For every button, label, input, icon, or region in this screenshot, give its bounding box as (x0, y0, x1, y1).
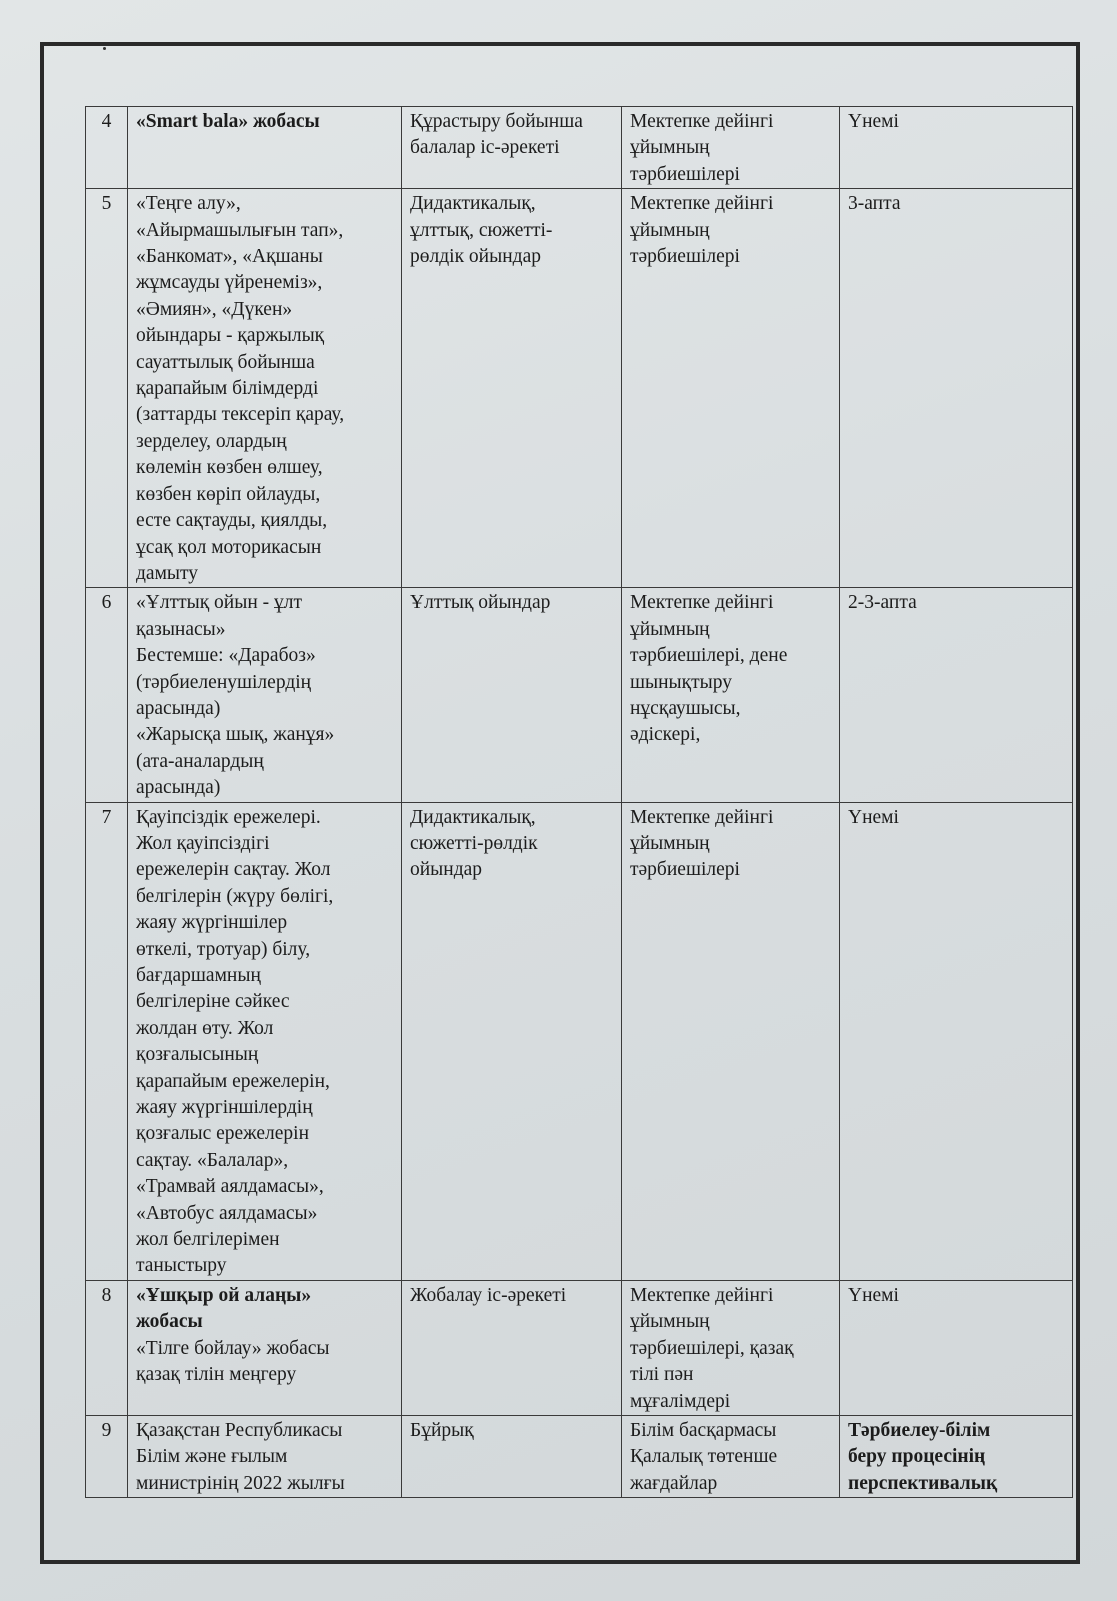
cell-responsible (622, 189, 840, 588)
cell-form (402, 1415, 622, 1497)
event-line: (заттарды тексеріп қарау, (136, 404, 345, 426)
event-line: министрінің 2022 жылғы (136, 1472, 345, 1494)
responsible-line: Мектепке дейінгі (630, 1284, 774, 1306)
responsible-line: Мектепке дейінгі (630, 806, 774, 828)
deadline-line: 2-3-апта (848, 592, 917, 614)
row-number: 4 (86, 107, 128, 189)
form-line: ұлттық, сюжетті- (410, 219, 553, 241)
form-line: ойындар (410, 859, 483, 881)
event-line: «Әмиян», «Дүкен» (136, 298, 293, 320)
event-line: дамыту (136, 562, 199, 584)
cell-event (128, 189, 402, 588)
table-row (86, 1415, 1073, 1497)
cell-responsible (622, 1280, 840, 1415)
responsible-line: Қалалық төтенше (630, 1446, 778, 1468)
cell-event (128, 1280, 402, 1415)
plan-table (85, 106, 1073, 1498)
event-line: қозғалысының (136, 1044, 259, 1066)
deadline-line: беру процесінің (848, 1446, 986, 1468)
event-line: «Банкомат», «Ақшаны (136, 246, 323, 268)
event-line: Қауіпсіздік ережелері. (136, 806, 321, 828)
form-line: рөлдік ойындар (410, 246, 541, 268)
event-line: белгілеріне сәйкес (136, 991, 290, 1013)
form-line: Бұйрық (410, 1419, 474, 1441)
deadline-line: 3-апта (848, 193, 901, 215)
cell-responsible (622, 107, 840, 189)
form-line: Құрастыру бойынша (410, 111, 583, 132)
event-line: жаяу жүргіншілер (136, 912, 288, 934)
table-row (86, 107, 1073, 189)
event-line: бағдаршамның (136, 965, 261, 986)
event-line: ұсақ қол моторикасын (136, 536, 322, 558)
event-line: жаяу жүргіншілердің (136, 1097, 313, 1119)
event-line: «Тілге бойлау» жобасы (136, 1337, 330, 1359)
event-line: таныстыру (136, 1255, 227, 1277)
responsible-line: ұйымның (630, 219, 710, 241)
responsible-line: нұсқаушысы, (630, 697, 741, 719)
event-line: белгілерін (жүру бөлігі, (136, 885, 334, 907)
event-line: сауаттылық бойынша (136, 351, 315, 373)
event-line: Жол қауіпсіздігі (136, 832, 270, 854)
responsible-line: тәрбиешілері, қазақ (630, 1337, 794, 1359)
event-line: жұмсауды үйренеміз», (136, 272, 323, 294)
event-line: «Ұшқыр ой алаңы» (136, 1284, 312, 1306)
cell-deadline (840, 107, 1073, 189)
event-line: «Ұлттық ойын - ұлт (136, 592, 303, 614)
cell-responsible (622, 588, 840, 802)
event-line: «Smart bala» жобасы (136, 111, 320, 132)
cell-event (128, 802, 402, 1280)
responsible-line: тәрбиешілері, дене (630, 645, 788, 667)
responsible-line: тілі пән (630, 1364, 694, 1386)
table-row (86, 1280, 1073, 1415)
cell-form (402, 1280, 622, 1415)
event-line: Бестемше: «Дарабоз» (136, 645, 316, 667)
event-line: қазынасы» (136, 618, 226, 640)
cell-deadline (840, 1415, 1073, 1497)
event-line: өткелі, тротуар) білу, (136, 938, 311, 960)
event-line: «Автобус аялдамасы» (136, 1202, 318, 1224)
responsible-line: ұйымның (630, 1311, 710, 1333)
row-number: 7 (86, 802, 128, 1280)
event-line: Қазақстан Республикасы (136, 1419, 343, 1441)
row-number: 9 (86, 1415, 128, 1497)
event-line: «Теңге алу», (136, 193, 241, 215)
row-number: 5 (86, 189, 128, 588)
deadline-line: Үнемі (848, 111, 899, 132)
responsible-line: мұғалімдері (630, 1390, 731, 1412)
cell-form (402, 802, 622, 1280)
row-number: 6 (86, 588, 128, 802)
table-row (86, 189, 1073, 588)
cell-deadline (840, 802, 1073, 1280)
cell-form (402, 588, 622, 802)
cell-responsible (622, 1415, 840, 1497)
cell-event (128, 1415, 402, 1497)
event-line: арасында) (136, 777, 221, 799)
event-line: көлемін көзбен өлшеу, (136, 457, 323, 479)
event-line: жол белгілерімен (136, 1229, 280, 1251)
responsible-line: Мектепке дейінгі (630, 592, 774, 614)
event-line: қарапайым ережелерін, (136, 1070, 330, 1092)
event-line: қарапайым білімдерді (136, 378, 319, 400)
deadline-line: перспективалық (848, 1472, 998, 1494)
event-line: ережелерін сақтау. Жол (136, 859, 331, 881)
cell-deadline (840, 1280, 1073, 1415)
event-line: жобасы (136, 1311, 203, 1333)
event-line: көзбен көріп ойлауды, (136, 483, 321, 505)
cell-event (128, 107, 402, 189)
table-row (86, 588, 1073, 802)
responsible-line: әдіскері, (630, 724, 701, 746)
form-line: Дидактикалық, (410, 193, 536, 215)
responsible-line: Мектепке дейінгі (630, 111, 774, 132)
cell-deadline (840, 588, 1073, 802)
responsible-line: тәрбиешілері (630, 163, 740, 185)
cell-form (402, 189, 622, 588)
cell-responsible (622, 802, 840, 1280)
form-line: Жобалау іс-әрекеті (410, 1284, 567, 1306)
event-line: жолдан өту. Жол (136, 1017, 274, 1039)
responsible-line: Мектепке дейінгі (630, 193, 774, 215)
responsible-line: тәрбиешілері (630, 859, 740, 881)
row-number: 8 (86, 1280, 128, 1415)
deadline-line: Үнемі (848, 806, 899, 828)
event-line: «Трамвай аялдамасы», (136, 1176, 324, 1198)
plan-table-body (86, 107, 1073, 1498)
event-line: (ата-аналардың (136, 750, 264, 772)
responsible-line: жағдайлар (630, 1472, 718, 1494)
event-line: «Жарысқа шық, жанұя» (136, 724, 335, 746)
event-line: «Айырмашылығын тап», (136, 219, 344, 241)
responsible-line: Білім басқармасы (630, 1419, 777, 1441)
form-line: сюжетті-рөлдік (410, 832, 538, 854)
event-line: есте сақтауды, қиялды, (136, 510, 328, 532)
cell-deadline (840, 189, 1073, 588)
form-line: балалар іс-әрекеті (410, 137, 560, 159)
deadline-line: Тәрбиелеу-білім (848, 1419, 991, 1441)
table-row (86, 802, 1073, 1280)
responsible-line: ұйымның (630, 618, 710, 640)
form-line: Дидактикалық, (410, 806, 536, 828)
event-line: зерделеу, олардың (136, 430, 287, 452)
responsible-line: ұйымның (630, 832, 710, 854)
event-line: сақтау. «Балалар», (136, 1149, 289, 1171)
event-line: арасында) (136, 697, 221, 719)
cell-event (128, 588, 402, 802)
event-line: (тәрбиеленушілердің (136, 671, 312, 693)
responsible-line: шынықтыру (630, 671, 732, 693)
event-line: Білім және ғылым (136, 1446, 288, 1468)
event-line: ойындары - қаржылық (136, 325, 325, 347)
event-line: қазақ тілін меңгеру (136, 1364, 297, 1386)
responsible-line: ұйымның (630, 137, 710, 159)
form-line: Ұлттық ойындар (410, 592, 551, 614)
page-mark (103, 47, 106, 50)
event-line: қозғалыс ережелерін (136, 1123, 310, 1145)
cell-form (402, 107, 622, 189)
deadline-line: Үнемі (848, 1284, 899, 1306)
responsible-line: тәрбиешілері (630, 246, 740, 268)
